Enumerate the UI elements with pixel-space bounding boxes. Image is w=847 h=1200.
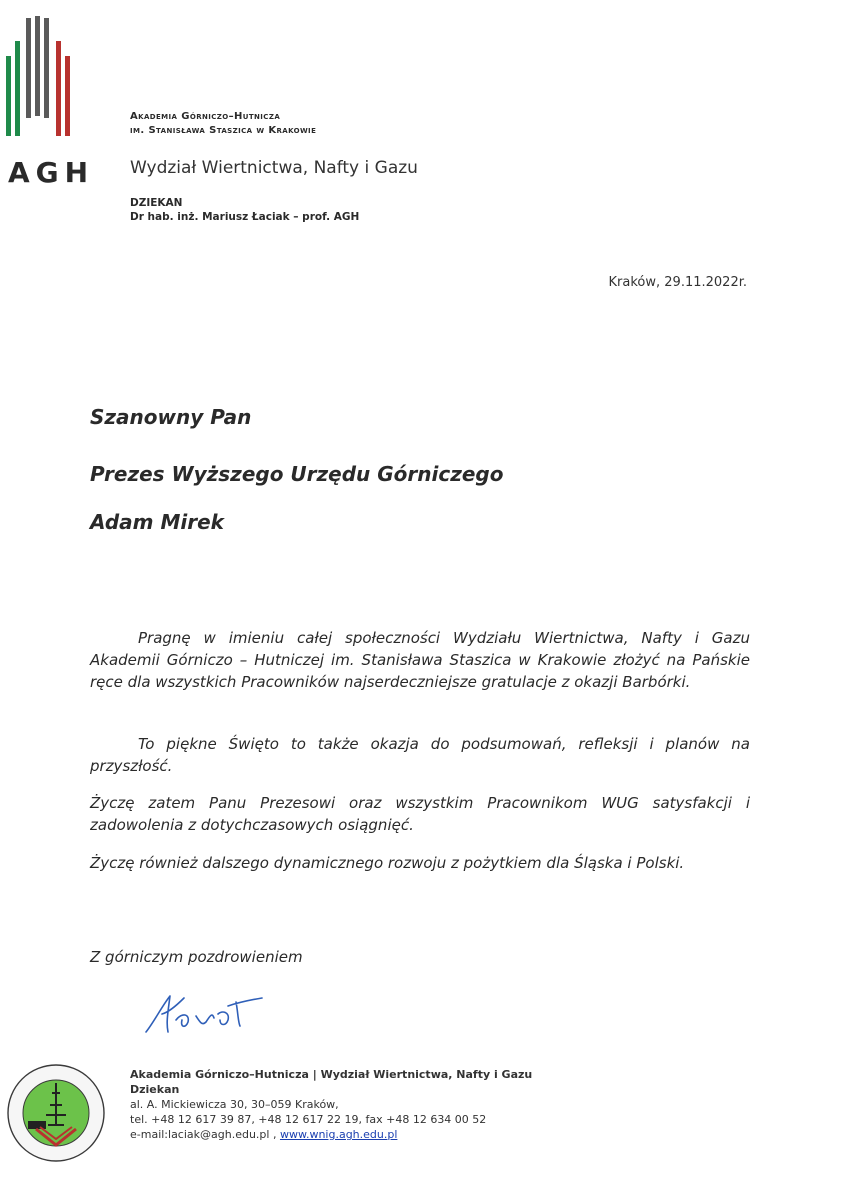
faculty-name: Wydział Wiertnictwa, Nafty i Gazu [130, 158, 418, 178]
dean-name: Dr hab. inż. Mariusz Łaciak – prof. AGH [130, 211, 360, 223]
faculty-seal [6, 1063, 106, 1163]
closing-phrase: Z górniczym pozdrowieniem [90, 948, 303, 966]
footer-address: al. A. Mickiewicza 30, 30–059 Kraków, [130, 1098, 339, 1111]
handwritten-signature [140, 992, 280, 1038]
dean-block [130, 196, 359, 224]
footer-dean-label: Dziekan [130, 1083, 180, 1096]
institution-name [130, 110, 316, 138]
institution-line-2: im. Stanisława Staszica w Krakowie [130, 125, 317, 136]
agh-logo [6, 16, 95, 189]
body-paragraph-4: Życzę również dalszego dynamicznego rozwoju z pożytkiem dla Śląska i Polski. [90, 854, 685, 872]
dean-title: DZIEKAN [130, 197, 183, 209]
addressee-salutation: Szanowny Pan [90, 405, 252, 429]
addressee-name: Adam Mirek [90, 510, 224, 534]
institution-line-1: Akademia Górniczo–Hutnicza [130, 111, 281, 122]
footer-website-link[interactable]: www.wnig.agh.edu.pl [279, 1128, 398, 1141]
footer-email-line [130, 1127, 532, 1142]
footer-contact [130, 1067, 532, 1142]
letter-date: Kraków, 29.11.2022r. [608, 275, 747, 290]
body-paragraph-1: Pragnę w imieniu całej społeczności Wydziału Wiertnictwa, Nafty i Gazu Akademii Górniczo – Hutniczej im. Stanisława Staszica w Krakowie złożyć na Pańskie ręce dla wszystkich Pracowników najserdeczniejsze gratulacje z okazji Barbórki. [90, 629, 750, 691]
logo-text: AGH [8, 156, 95, 189]
footer-email: e-mail:laciak@agh.edu.pl , [130, 1128, 277, 1141]
body-paragraph-3: Życzę zatem Panu Prezesowi oraz wszystkim Pracownikom WUG satysfakcji i zadowolenia z dotychczasowych osiągnięć. [90, 794, 750, 834]
body-paragraph-2: To piękne Święto to także okazja do podsumowań, refleksji i planów na przyszłość. [90, 735, 750, 775]
footer-phone: tel. +48 12 617 39 87, +48 12 617 22 19, fax +48 12 634 00 52 [130, 1113, 487, 1126]
addressee-title: Prezes Wyższego Urzędu Górniczego [90, 462, 504, 486]
footer-institution: Akademia Górniczo–Hutnicza | Wydział Wiertnictwa, Nafty i Gazu [130, 1068, 533, 1081]
